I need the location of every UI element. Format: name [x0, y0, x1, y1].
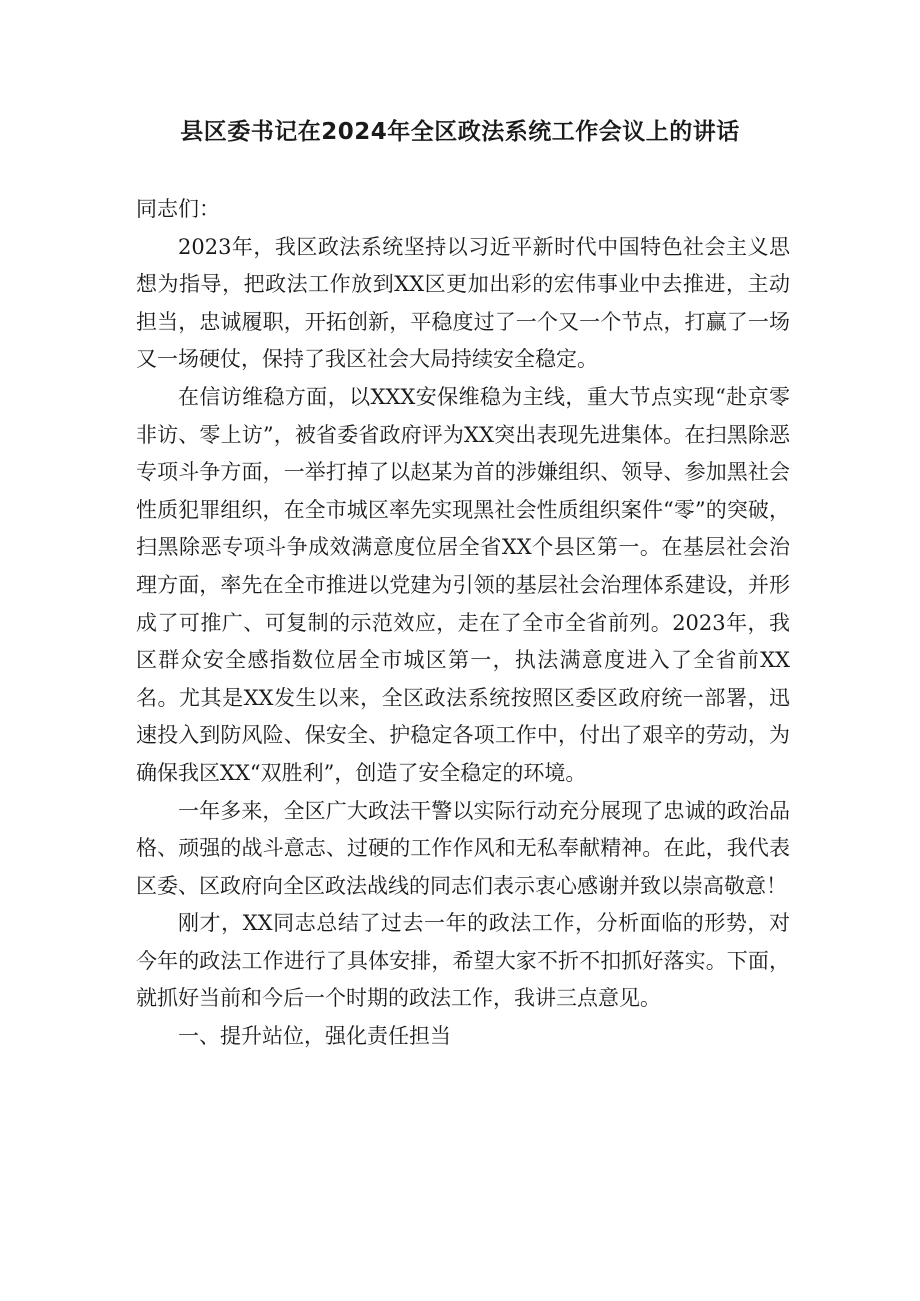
salutation: 同志们：: [136, 197, 220, 221]
paragraph-achievements: 在信访维稳方面，以XXX安保维稳为主线，重大节点实现“赴京零非访、零上访”，被省委省政府评为XX突出表现先进集体。在扫黑除恶专项斗争方面，一举打掉了以赵某为首的涉嫌组织、领导、参加黑社会性质犯罪组织，在全市城区率先实现黑社会性质组织案件“零”的突破，扫黑除恶专项斗争成效满意度位居全省XX个县区第一。在基层社会治理方面，率先在全市推进以党建为引领的基层社会治理体系建设，并形成了可推广、可复制的示范效应，走在了全市全省前列。2023年，我区群众安全感指数位居全市城区第一，执法满意度进入了全省前XX名。尤其是XX发生以来，全区政法系统按照区委区政府统一部署，迅速投入到防风险、保安全、护稳定各项工作中，付出了艰辛的劳动，为确保我区XX“双胜利”，创造了安全稳定的环境。: [136, 384, 790, 785]
section-heading-one: 一、提升站位，强化责任担当: [178, 1024, 451, 1049]
paragraph-transition: 刚才，XX同志总结了过去一年的政法工作，分析面临的形势，对今年的政法工作进行了具体安排，希望大家不折不扣抓好落实。下面，就抓好当前和今后一个时期的政法工作，我讲三点意见。: [136, 911, 790, 1011]
paragraph-gratitude: 一年多来，全区广大政法干警以实际行动充分展现了忠诚的政治品格、顽强的战斗意志、过硬的工作作风和无私奉献精神。在此，我代表区委、区政府向全区政法战线的同志们表示衷心感谢并致以崇高敬意！: [136, 798, 790, 898]
paragraph-summary-2023: 2023年，我区政法系统坚持以习近平新时代中国特色社会主义思想为指导，把政法工作放到XX区更加出彩的宏伟事业中去推进，主动担当，忠诚履职，开拓创新，平稳度过了一个又一个节点，打赢了一场又一场硬仗，保持了我区社会大局持续安全稳定。: [136, 234, 790, 372]
document-body: [136, 191, 790, 1056]
document-title: 县区委书记在2024年全区政法系统工作会议上的讲话: [180, 119, 740, 145]
